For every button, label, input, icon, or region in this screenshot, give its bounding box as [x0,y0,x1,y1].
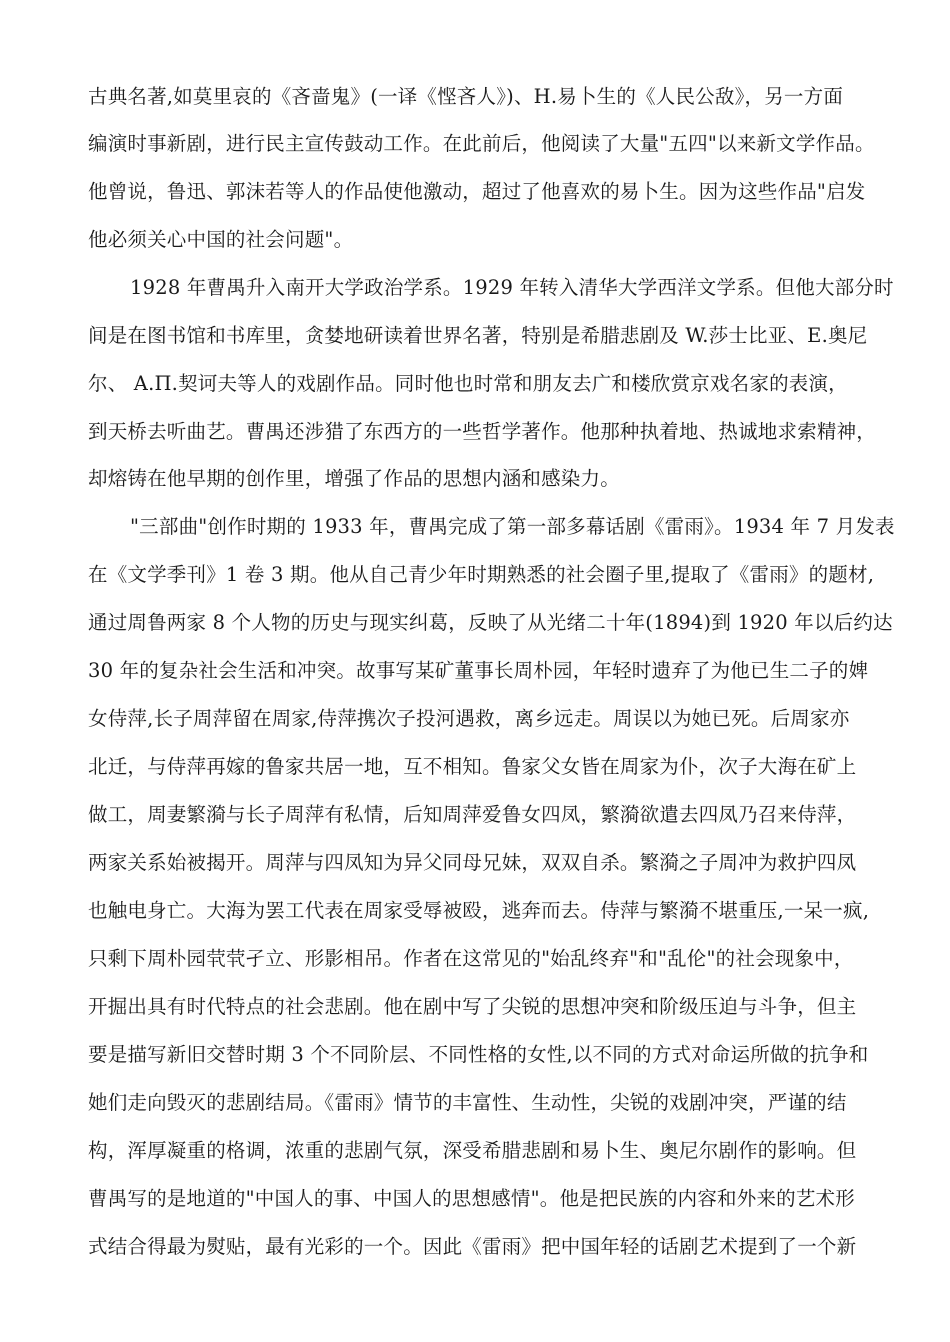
text-line: 古典名著,如莫里哀的《吝啬鬼》(一译《悭吝人》)、H.易卜生的《人民公敌》，另一方面 [88,85,844,108]
text-line: 开掘出具有时代特点的社会悲剧。他在剧中写了尖锐的思想冲突和阶级压迫与斗争，但主 [88,995,857,1018]
text-line: 两家关系始被揭开。周萍与四凤知为异父同母兄妹，双双自杀。繁漪之子周冲为救护四凤 [88,851,857,874]
text-line: 到天桥去听曲艺。曹禺还涉猎了东西方的一些哲学著作。他那种执着地、热诚地求索精神， [88,420,877,443]
text-line: 他必须关心中国的社会问题"。 [88,228,354,251]
text-line: 只剩下周朴园茕茕孑立、形影相吊。作者在这常见的"始乱终弃"和"乱伦"的社会现象中， [88,947,854,970]
text-line: 做工，周妻繁漪与长子周萍有私情，后知周萍爱鲁女四凤，繁漪欲遣去四凤乃召来侍萍， [88,803,857,826]
text-line: 要是描写新旧交替时期 3 个不同阶层、不同性格的女性,以不同的方式对命运所做的抗争和 [88,1043,869,1066]
text-line: 女侍萍,长子周萍留在周家,侍萍携次子投河遇救，离乡远走。周误以为她已死。后周家亦 [88,707,850,730]
text-line: 也触电身亡。大海为罢工代表在周家受辱被殴，逃奔而去。侍萍与繁漪不堪重压,一呆一疯, [88,899,870,922]
paragraph-start-line: 1928 年曹禺升入南开大学政治学系。1929 年转入清华大学西洋文学系。但他大部分时 [130,276,894,299]
text-line: 间是在图书馆和书库里，贪婪地研读着世界名著，特别是希腊悲剧及 W.莎士比亚、E.奥尼 [88,324,868,347]
text-line: 式结合得最为熨贴，最有光彩的一个。因此《雷雨》把中国年轻的话剧艺术提到了一个新 [88,1235,857,1258]
text-line: 他曾说，鲁迅、郭沫若等人的作品使他激动，超过了他喜欢的易卜生。因为这些作品"启发 [88,180,866,203]
text-line: 编演时事新剧，进行民主宣传鼓动工作。在此前后，他阅读了大量"五四"以来新文学作品。 [88,132,875,155]
text-line: 构，浑厚凝重的格调，浓重的悲剧气氛，深受希腊悲剧和易卜生、奥尼尔剧作的影响。但 [88,1139,857,1162]
text-line: 30 年的复杂社会生活和冲突。故事写某矿董事长周朴园，年轻时遗弃了为他已生二子的婢 [88,659,869,682]
text-line: 在《文学季刊》1 卷 3 期。他从自己青少年时期熟悉的社会圈子里,提取了《雷雨》的题材, [88,563,875,586]
text-line: 通过周鲁两家 8 个人物的历史与现实纠葛，反映了从光绪二十年(1894)到 1920 年以后约达 [88,611,893,634]
text-line: 曹禺写的是地道的"中国人的事、中国人的思想感情"。他是把民族的内容和外来的艺术形 [88,1187,855,1210]
paragraph-start-line: "三部曲"创作时期的 1933 年，曹禺完成了第一部多幕话剧《雷雨》。1934 年 7 月发表 [130,515,895,538]
text-line: 尔、 A.П.契诃夫等人的戏剧作品。同时他也时常和朋友去广和楼欣赏京戏名家的表演， [88,372,848,395]
text-line: 却熔铸在他早期的创作里，增强了作品的思想内涵和感染力。 [88,467,620,490]
text-line: 北迁，与侍萍再嫁的鲁家共居一地，互不相知。鲁家父女皆在周家为仆，次子大海在矿上 [88,755,857,778]
text-line: 她们走向毁灭的悲剧结局。《雷雨》情节的丰富性、生动性，尖锐的戏剧冲突，严谨的结 [88,1091,847,1114]
